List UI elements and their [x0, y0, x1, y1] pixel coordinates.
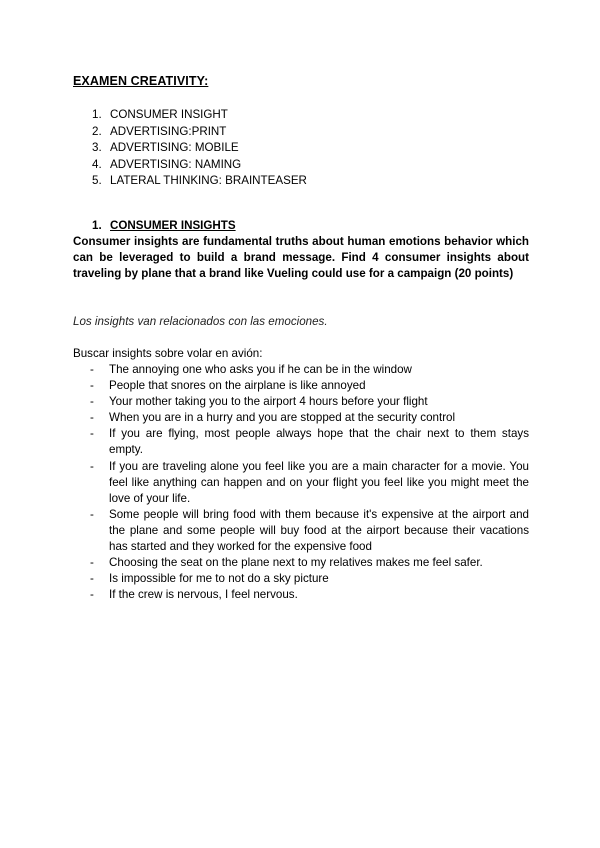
list-item	[73, 394, 529, 410]
insights-intro: Buscar insights sobre volar en avión:	[73, 347, 263, 360]
list-item	[92, 173, 307, 190]
document-title: EXAMEN CREATIVITY:	[73, 74, 209, 88]
list-item	[92, 140, 307, 157]
list-item	[73, 571, 529, 587]
list-number: 4.	[92, 157, 102, 171]
list-item	[73, 426, 529, 458]
bullet-dash: -	[90, 507, 94, 521]
section-heading	[92, 218, 236, 234]
exam-contents-list	[92, 107, 307, 190]
bullet-dash: -	[90, 411, 94, 425]
bullet-dash: -	[90, 395, 94, 409]
list-item	[92, 157, 307, 174]
section-title: CONSUMER INSIGHTS	[110, 219, 236, 232]
insight-text: If you are traveling alone you feel like you are a main character for a movie. You feel like anything can happen and on your flight you feel like you might meet the love of your life.	[109, 459, 529, 505]
bullet-dash: -	[90, 556, 94, 570]
list-item	[73, 555, 529, 571]
section-number: 1.	[92, 219, 102, 232]
bullet-dash: -	[90, 379, 94, 393]
bullet-dash: -	[90, 588, 94, 602]
list-label: ADVERTISING: MOBILE	[110, 141, 239, 155]
insights-list	[73, 362, 529, 603]
insight-text: When you are in a hurry and you are stopped at the security control	[109, 411, 456, 425]
list-number: 3.	[92, 141, 102, 155]
bullet-dash: -	[90, 363, 94, 376]
list-label: LATERAL THINKING: BRAINTEASER	[110, 174, 307, 188]
bullet-dash: -	[90, 572, 94, 586]
list-item	[73, 362, 529, 378]
list-label: ADVERTISING: NAMING	[110, 157, 242, 171]
insight-text: People that snores on the airplane is like annoyed	[109, 379, 366, 393]
insight-text: Is impossible for me to not do a sky picture	[109, 572, 329, 586]
list-item	[73, 378, 529, 394]
list-item	[73, 507, 529, 555]
insight-text: If you are flying, most people always hope that the chair next to them stays empty.	[109, 427, 529, 457]
list-label: ADVERTISING:PRINT	[110, 124, 227, 138]
italic-note: Los insights van relacionados con las emociones.	[73, 315, 328, 328]
list-item	[73, 459, 529, 507]
insight-text: Your mother taking you to the airport 4 hours before your flight	[109, 395, 428, 409]
insight-text: If the crew is nervous, I feel nervous.	[109, 588, 298, 602]
list-number: 2.	[92, 124, 102, 138]
insight-text: Choosing the seat on the plane next to my relatives makes me feel safer.	[109, 556, 483, 570]
list-item	[92, 107, 307, 124]
list-number: 5.	[92, 174, 102, 188]
question-text: Consumer insights are fundamental truths about human emotions behavior which can be leveraged to build a brand message. Find 4 consumer insights about traveling by plane that a brand like Vueling could use for a campaign (20 points)	[73, 235, 529, 281]
insight-text: The annoying one who asks you if he can be in the window	[109, 363, 412, 376]
list-item	[73, 410, 529, 426]
insight-text: Some people will bring food with them because it's expensive at the airport and the plane and some people will buy food at the airport because their vacations has started and they worked for the expensive food	[109, 507, 529, 554]
list-item	[92, 124, 307, 141]
list-item	[73, 587, 529, 603]
list-number: 1.	[92, 108, 102, 121]
bullet-dash: -	[90, 459, 94, 473]
bullet-dash: -	[90, 427, 94, 441]
list-label: CONSUMER INSIGHT	[110, 108, 228, 121]
